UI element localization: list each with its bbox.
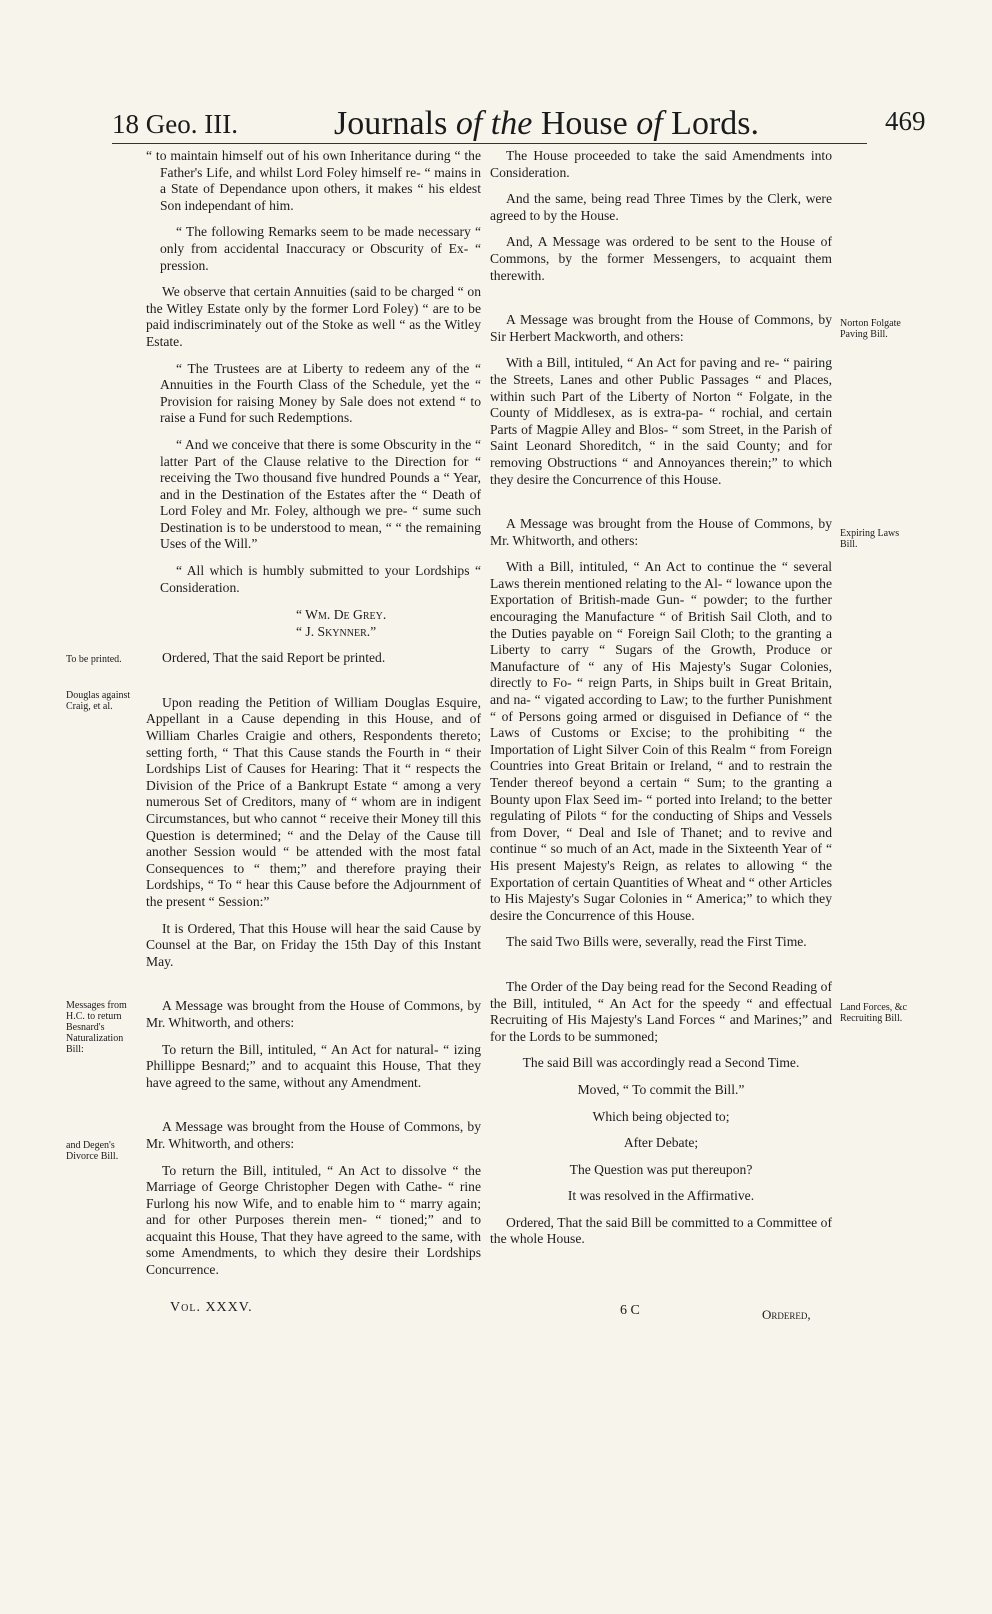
second-reading: The said Bill was accordingly read a Second Time. xyxy=(522,1055,800,1071)
paragraph: We observe that certain Annuities (said to be charged “ on the Witley Estate only by the former Lord Foley) “ are to be paid indiscriminately out of the Stoke as well “ as the Witley Estate. xyxy=(146,284,481,349)
left-column xyxy=(146,148,481,1289)
margin-note-norton: Norton Folgate Paving Bill. xyxy=(840,318,901,340)
debate: After Debate; xyxy=(623,1135,699,1151)
regnal-year: 18 Geo. III. xyxy=(112,109,238,139)
volume-label: Vol. XXXV. xyxy=(170,1300,253,1315)
margin-note-to-be-printed: To be printed. xyxy=(66,654,122,665)
page-header xyxy=(0,0,992,150)
first-reading: The said Two Bills were, severally, read the First Time. xyxy=(506,934,807,950)
paragraph: The House proceeded to take the said Amendments into Consideration. xyxy=(490,148,832,180)
order-of-day: The Order of the Day being read for the Second Reading of the Bill, intituled, “ An Act for the speedy “ and effectual Recruiting of His Majesty's Land Forces “ and Marines;” and for the Lords to be summoned; xyxy=(490,978,832,1044)
catchword: Ordered, xyxy=(762,1307,811,1322)
question: The Question was put thereupon? xyxy=(569,1161,753,1177)
margin-note-degen: and Degen's Divorce Bill. xyxy=(66,1140,119,1162)
douglas-petition: Upon reading the Petition of William Douglas Esquire, Appellant in a Cause depending in this House, and of William Charles Craigie and others, Respondents thereto; setting forth, “ That this Cause stands the Fourth in “ their Lordships List of Causes for Hearing: That it “ respects the Division of the Price of a Bankrupt Estate “ among a very numerous Set of Creditors, many of “ whom are in indigent Circumstances, but who cannot “ receive their Money till this Question is determined; “ and the Delay of the Cause till another Session would “ be attended with the most fatal Consequences to “ them;” and therefore praying their Lordships, “ To “ hear this Cause before the Adjournment of the present “ Session:” xyxy=(146,694,481,909)
paragraph: “ to maintain himself out of his own Inheritance during “ the Father's Life, and whilst Lord Foley himself re- “ mains in a State of Dependance upon others, it makes “ his eldest Son independant of him. xyxy=(146,148,481,213)
paragraph: “ The following Remarks seem to be made necessary “ only from accidental Inaccuracy or Obscurity of Ex- “ pression. xyxy=(160,224,481,273)
message-whitworth: A Message was brought from the House of Commons, by Mr. Whitworth, and others: xyxy=(490,516,832,548)
page-number: 469 xyxy=(885,106,926,136)
commitment-order: Ordered, That the said Bill be committed to a Committee of the whole House. xyxy=(490,1214,832,1247)
signature-mark: 6 C xyxy=(620,1303,640,1318)
paragraph: And, A Message was ordered to be sent to the House of Commons, by the former Messengers, to acquaint them therewith. xyxy=(490,234,832,283)
header-rule xyxy=(112,143,867,144)
besnard-bill: To return the Bill, intituled, “ An Act for natural- “ izing Phillippe Besnard;” and to acquaint this House, That they have agreed to the same, without any Amendment. xyxy=(146,1041,481,1090)
message-mackworth: A Message was brought from the House of Commons, by Sir Herbert Mackworth, and others: xyxy=(490,312,832,344)
objection: Which being objected to; xyxy=(592,1108,730,1124)
expiring-laws-bill: With a Bill, intituled, “ An Act to continue the “ several Laws therein mentioned relating to the Al- “ lowance upon the Exportation of British-made Gun- “ powder; to the further encouraging the Manufacture “ of British Sail Cloth, and to the Duties payable on “ Foreign Sail Cloth; to the granting a Liberty to carry “ Sugars of the Growth, Produce or Manufacture of “ any of His Majesty's Sugar Colonies, directly to Fo- “ reign Parts, in Ships built in Great Britain, and na- “ vigated according to Law; to the further Punishment “ of Persons going armed or disguised in Defiance of “ the Laws of Customs or Excise; to the prohibiting “ the Importation of Light Silver Coin of this Realm “ from Foreign Countries into Great Britain or Ireland, “ and to restrain the Tender thereof beyond a certain “ Sum; to the granting a Bounty upon Flax Seed im- “ ported into Ireland; to the better regulating of Pilots “ for the conducting of Ships and Vessels from Dover, “ Deal and Isle of Thanet; and to revive and continue “ so much of an Act, made in the Sixteenth Year of “ His present Majesty's Reign, as relates to allowing “ the Exportation of certain Quantities of Wheat and “ other Articles to His Majesty's Sugar Colonies in “ America;” to which they desire the Concurrence of this House. xyxy=(490,559,832,923)
journal-title: Journals of the House of Lords. xyxy=(334,105,759,142)
resolution: It was resolved in the Affirmative. xyxy=(567,1188,755,1204)
paragraph: And the same, being read Three Times by the Clerk, were agreed to by the House. xyxy=(490,191,832,223)
signature-de-grey: “ Wm. De Grey. xyxy=(296,607,387,623)
order-printed: Ordered, That the said Report be printed. xyxy=(162,650,386,666)
margin-note-expiring: Expiring Laws Bill. xyxy=(840,528,900,550)
signatures xyxy=(146,606,481,640)
paragraph: “ The Trustees are at Liberty to redeem any of the “ Annuities in the Fourth Class of the Schedule, yet the “ Provision for raising Money by Sale does not extend “ to raise a Fund for such Redemptions. xyxy=(160,360,481,426)
message-besnard: A Message was brought from the House of Commons, by Mr. Whitworth, and others: xyxy=(146,998,481,1030)
message-degen: A Message was brought from the House of Commons, by Mr. Whitworth, and others: xyxy=(146,1119,481,1151)
norton-bill: With a Bill, intituled, “ An Act for paving and re- “ pairing the Streets, Lanes and other Public Passages “ and Places, within such Part of the Liberty of Norton “ Folgate, in the County of Middlesex, as is extra-pa- “ rochial, and certain Parts of Magpie Alley and Blos- “ som Street, in the Parish of Saint Leonard Shoreditch, “ in the said County; and for removing Obstructions “ and Annoyances therein;” to which they desire the Concurrence of this House. xyxy=(490,355,832,487)
signature-skynner: “ J. Skynner.” xyxy=(296,624,377,640)
margin-note-besnard: Messages from H.C. to return Besnard's Naturalization Bill: xyxy=(66,1000,127,1055)
paragraph: “ And we conceive that there is some Obscurity in the “ latter Part of the Clause relative to the Direction for “ receiving the Two thousand five hundred Pounds a “ Year, and in the Destination of the Estates after the “ Death of Lord Foley and Mr. Foley, although we pre- “ sume such Destination is to be understood to mean, “ “ the remaining Uses of the Will.” xyxy=(160,436,481,552)
douglas-order: It is Ordered, That this House will hear the said Cause by Counsel at the Bar, on Friday the 15th Day of this Instant May. xyxy=(146,920,481,969)
margin-note-land-forces: Land Forces, &c Recruiting Bill. xyxy=(840,1002,907,1024)
paragraph: “ All which is humbly submitted to your Lordships “ Consideration. xyxy=(160,563,481,595)
margin-note-douglas: Douglas against Craig, et al. xyxy=(66,690,131,712)
motion: Moved, “ To commit the Bill.” xyxy=(577,1081,745,1097)
right-column xyxy=(490,148,832,1258)
degen-bill: To return the Bill, intituled, “ An Act to dissolve “ the Marriage of George Christopher Degen with Cathe- “ rine Furlong his now Wife, and to enable him to “ marry again; and for other Purposes therein men- “ tioned;” and to acquaint this House, That they have agreed to the same, with some Amendments, to which they desire their Lordships Concurrence. xyxy=(146,1162,481,1278)
